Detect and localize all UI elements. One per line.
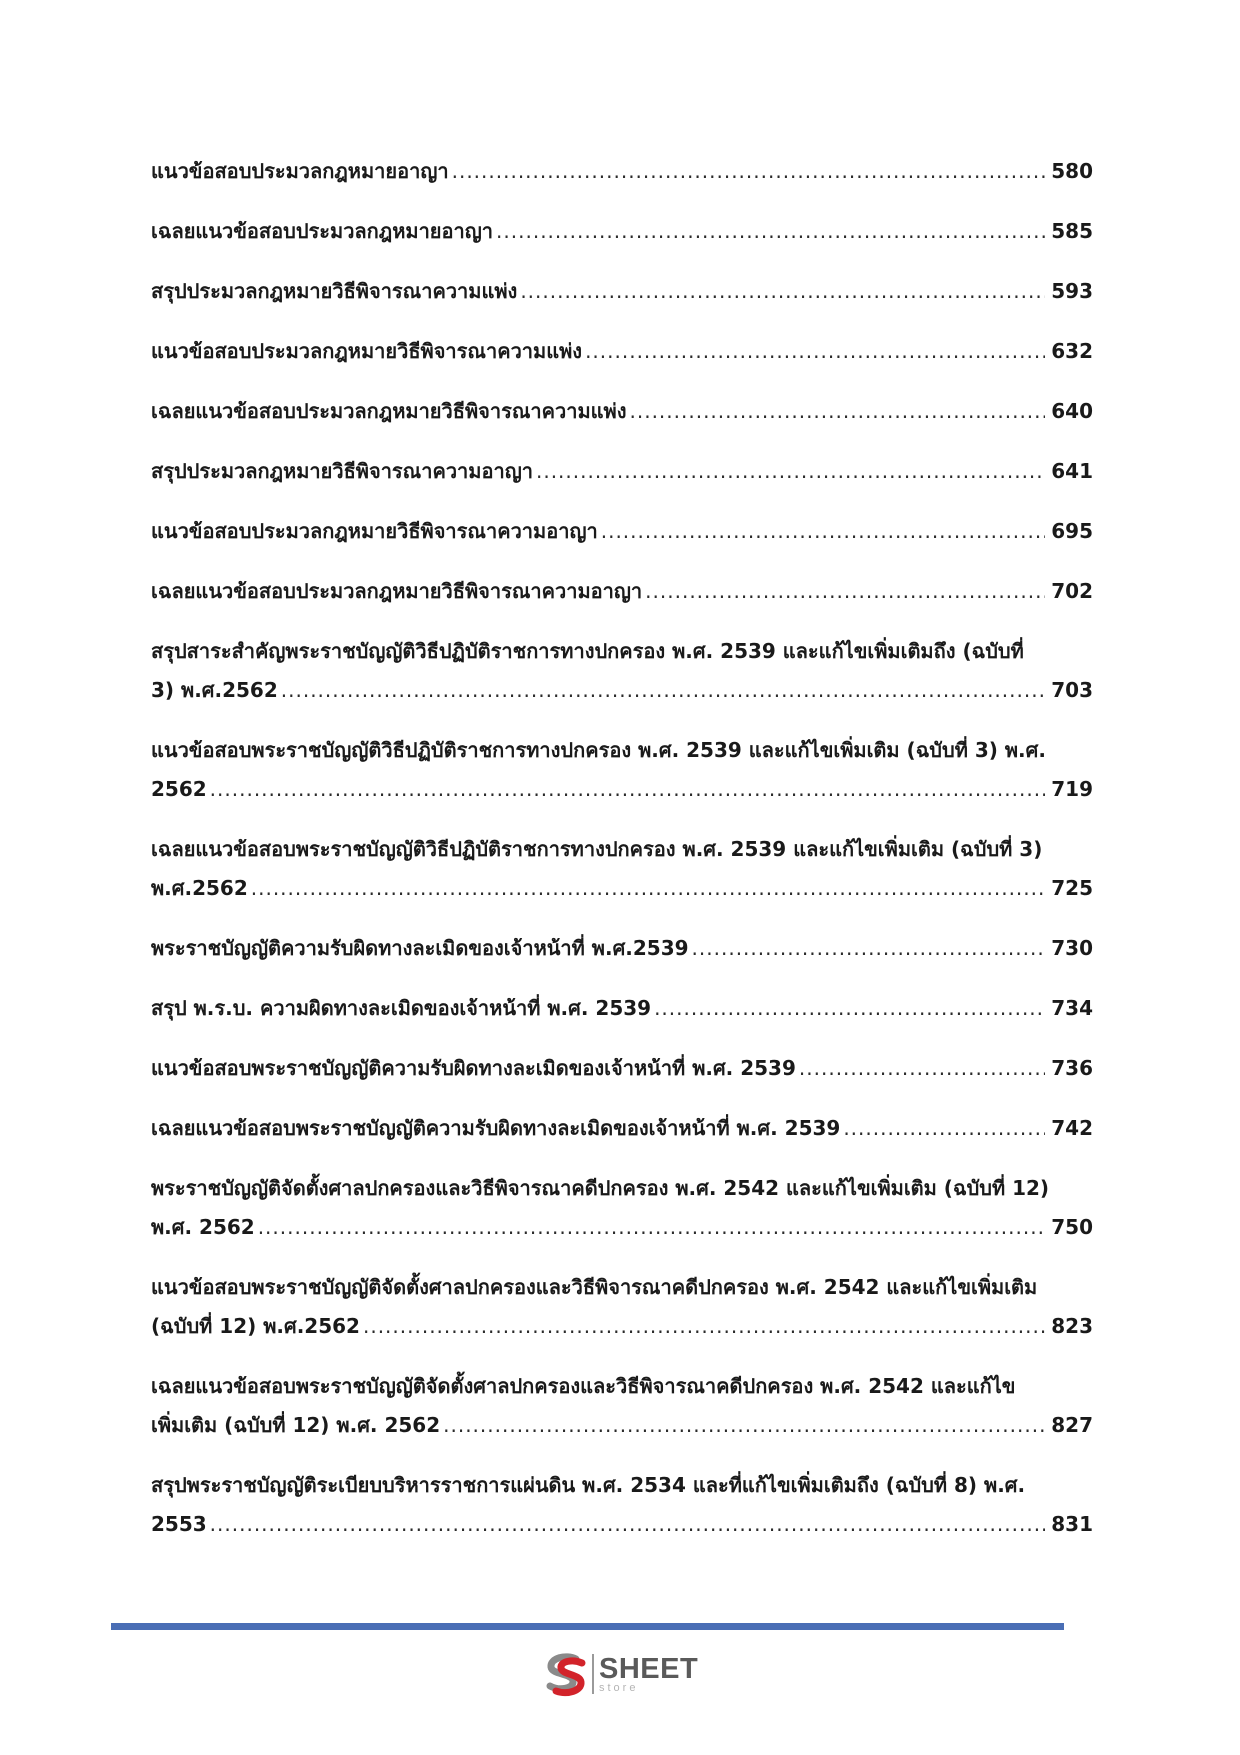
toc-page-number: 580 xyxy=(1051,159,1093,183)
dot-leader xyxy=(585,332,1045,371)
toc-entry xyxy=(151,989,1093,1028)
toc-entry-title: แนวข้อสอบพระราชบัญญัติความรับผิดทางละเมิดของเจ้าหน้าที่ พ.ศ. 2539 xyxy=(151,1056,796,1080)
toc-page-number: 725 xyxy=(1051,876,1093,900)
toc-entry xyxy=(151,332,1093,371)
dot-leader xyxy=(210,770,1046,809)
dot-leader xyxy=(443,1406,1045,1445)
toc-page-number: 585 xyxy=(1051,219,1093,243)
toc-entry-line xyxy=(151,1049,1093,1088)
toc-entry-title: พ.ศ.2562 xyxy=(151,876,248,900)
toc-entry-title: 2553 xyxy=(151,1512,207,1536)
dot-leader xyxy=(520,272,1045,311)
dot-leader xyxy=(601,512,1046,551)
dot-leader xyxy=(843,1109,1045,1148)
toc-entry-line xyxy=(151,671,1093,710)
dot-leader xyxy=(258,1208,1046,1247)
toc-entry-title: แนวข้อสอบประมวลกฎหมายวิธีพิจารณาความแพ่ง xyxy=(151,339,583,363)
toc-entry-title: เฉลยแนวข้อสอบพระราชบัญญัติความรับผิดทางละเมิดของเจ้าหน้าที่ พ.ศ. 2539 xyxy=(151,1116,841,1140)
toc-entry-line xyxy=(151,1307,1093,1346)
toc-page-number: 632 xyxy=(1051,339,1093,363)
toc-entry-title: สรุปสาระสำคัญพระราชบัญญัติวิธีปฏิบัติราชการทางปกครอง พ.ศ. 2539 และแก้ไขเพิ่มเติมถึง (ฉบับที่ xyxy=(151,639,1024,663)
toc-entry-title: แนวข้อสอบประมวลกฎหมายวิธีพิจารณาความอาญา xyxy=(151,519,598,543)
toc-entry-title: เฉลยแนวข้อสอบพระราชบัญญัติจัดตั้งศาลปกครองและวิธีพิจารณาคดีปกครอง พ.ศ. 2542 และแก้ไข xyxy=(151,1374,1016,1398)
toc-entry xyxy=(151,1049,1093,1088)
toc-page-number: 831 xyxy=(1051,1512,1093,1536)
toc-page-number: 695 xyxy=(1051,519,1093,543)
toc-entry xyxy=(151,392,1093,431)
toc-page-number: 734 xyxy=(1051,996,1093,1020)
logo-divider xyxy=(592,1654,594,1694)
table-of-contents xyxy=(151,152,1093,1565)
toc-entry xyxy=(151,1466,1093,1544)
toc-entry-title: แนวข้อสอบประมวลกฎหมายอาญา xyxy=(151,159,449,183)
dot-leader xyxy=(251,869,1046,908)
dot-leader xyxy=(654,989,1045,1028)
toc-entry-title: พ.ศ. 2562 xyxy=(151,1215,255,1239)
toc-entry xyxy=(151,512,1093,551)
toc-page-number: 703 xyxy=(1051,678,1093,702)
toc-entry xyxy=(151,731,1093,809)
toc-entry-title: สรุปพระราชบัญญัติระเบียบบริหารราชการแผ่นดิน พ.ศ. 2534 และที่แก้ไขเพิ่มเติมถึง (ฉบับที่ 8) พ.ศ. xyxy=(151,1473,1026,1497)
dot-leader xyxy=(452,152,1046,191)
toc-entry xyxy=(151,1109,1093,1148)
dot-leader xyxy=(281,671,1045,710)
toc-page-number: 593 xyxy=(1051,279,1093,303)
toc-entry xyxy=(151,272,1093,311)
footer-rule xyxy=(111,1623,1064,1630)
toc-entry xyxy=(151,929,1093,968)
toc-entry xyxy=(151,1367,1093,1445)
toc-entry-line xyxy=(151,392,1093,431)
dot-leader xyxy=(630,392,1046,431)
toc-entry-line xyxy=(151,869,1093,908)
logo-wordmark xyxy=(599,1652,699,1694)
dot-leader xyxy=(799,1049,1045,1088)
toc-entry xyxy=(151,152,1093,191)
toc-page-number: 702 xyxy=(1051,579,1093,603)
toc-entry xyxy=(151,830,1093,908)
toc-entry-line xyxy=(151,152,1093,191)
toc-entry xyxy=(151,452,1093,491)
toc-entry-line xyxy=(151,512,1093,551)
toc-page-number: 736 xyxy=(1051,1056,1093,1080)
toc-entry-title: (ฉบับที่ 12) พ.ศ.2562 xyxy=(151,1314,360,1338)
toc-entry xyxy=(151,212,1093,251)
toc-entry-title: เฉลยแนวข้อสอบพระราชบัญญัติวิธีปฏิบัติราชการทางปกครอง พ.ศ. 2539 และแก้ไขเพิ่มเติม (ฉบับที่ 3) xyxy=(151,837,1043,861)
toc-page-number: 730 xyxy=(1051,936,1093,960)
toc-page-number: 827 xyxy=(1051,1413,1093,1437)
sheet-store-logo xyxy=(542,1649,698,1699)
toc-entry-title: สรุปประมวลกฎหมายวิธีพิจารณาความแพ่ง xyxy=(151,279,518,303)
toc-entry-title: เฉลยแนวข้อสอบประมวลกฎหมายวิธีพิจารณาความแพ่ง xyxy=(151,399,627,423)
logo-word: SHEET xyxy=(599,1652,699,1685)
toc-page-number: 640 xyxy=(1051,399,1093,423)
toc-entry-title: พระราชบัญญัติความรับผิดทางละเมิดของเจ้าหน้าที่ พ.ศ.2539 xyxy=(151,936,689,960)
dot-leader xyxy=(692,929,1046,968)
toc-entry-line xyxy=(151,989,1093,1028)
toc-entry-line xyxy=(151,212,1093,251)
dot-leader xyxy=(496,212,1045,251)
toc-entry-title: เฉลยแนวข้อสอบประมวลกฎหมายวิธีพิจารณาความอาญา xyxy=(151,579,643,603)
toc-entry-line xyxy=(151,452,1093,491)
toc-entry-title: แนวข้อสอบพระราชบัญญัติวิธีปฏิบัติราชการทางปกครอง พ.ศ. 2539 และแก้ไขเพิ่มเติม (ฉบับที่ 3) พ.ศ. xyxy=(151,738,1046,762)
sheet-store-logo-mark-icon xyxy=(542,1650,590,1698)
toc-page-number: 719 xyxy=(1051,777,1093,801)
toc-entry-line xyxy=(151,929,1093,968)
toc-entry-title: 3) พ.ศ.2562 xyxy=(151,678,278,702)
toc-page-number: 750 xyxy=(1051,1215,1093,1239)
toc-entry-title: 2562 xyxy=(151,777,207,801)
toc-page-number: 742 xyxy=(1051,1116,1093,1140)
toc-entry-title: สรุปประมวลกฎหมายวิธีพิจารณาความอาญา xyxy=(151,459,533,483)
toc-entry xyxy=(151,1268,1093,1346)
toc-page-number: 823 xyxy=(1051,1314,1093,1338)
toc-entry-line xyxy=(151,1208,1093,1247)
toc-entry-line xyxy=(151,332,1093,371)
toc-entry xyxy=(151,632,1093,710)
dot-leader xyxy=(363,1307,1045,1346)
logo-subword: store xyxy=(599,1681,639,1694)
dot-leader xyxy=(210,1505,1046,1544)
dot-leader xyxy=(645,572,1045,611)
toc-entry-line xyxy=(151,272,1093,311)
toc-entry xyxy=(151,572,1093,611)
toc-entry-line xyxy=(151,1505,1093,1544)
toc-entry-line xyxy=(151,1109,1093,1148)
toc-page-number: 641 xyxy=(1051,459,1093,483)
toc-entry-line xyxy=(151,572,1093,611)
toc-entry-title: เพิ่มเติม (ฉบับที่ 12) พ.ศ. 2562 xyxy=(151,1413,441,1437)
toc-entry-title: เฉลยแนวข้อสอบประมวลกฎหมายอาญา xyxy=(151,219,494,243)
toc-entry xyxy=(151,1169,1093,1247)
dot-leader xyxy=(536,452,1045,491)
toc-entry-line xyxy=(151,770,1093,809)
toc-entry-title: แนวข้อสอบพระราชบัญญัติจัดตั้งศาลปกครองและวิธีพิจารณาคดีปกครอง พ.ศ. 2542 และแก้ไขเพิ่มเติม xyxy=(151,1275,1038,1299)
toc-entry-line xyxy=(151,1406,1093,1445)
toc-entry-title: พระราชบัญญัติจัดตั้งศาลปกครองและวิธีพิจารณาคดีปกครอง พ.ศ. 2542 และแก้ไขเพิ่มเติม (ฉบับที่ 12) xyxy=(151,1176,1050,1200)
toc-entry-title: สรุป พ.ร.บ. ความผิดทางละเมิดของเจ้าหน้าที่ พ.ศ. 2539 xyxy=(151,996,652,1020)
